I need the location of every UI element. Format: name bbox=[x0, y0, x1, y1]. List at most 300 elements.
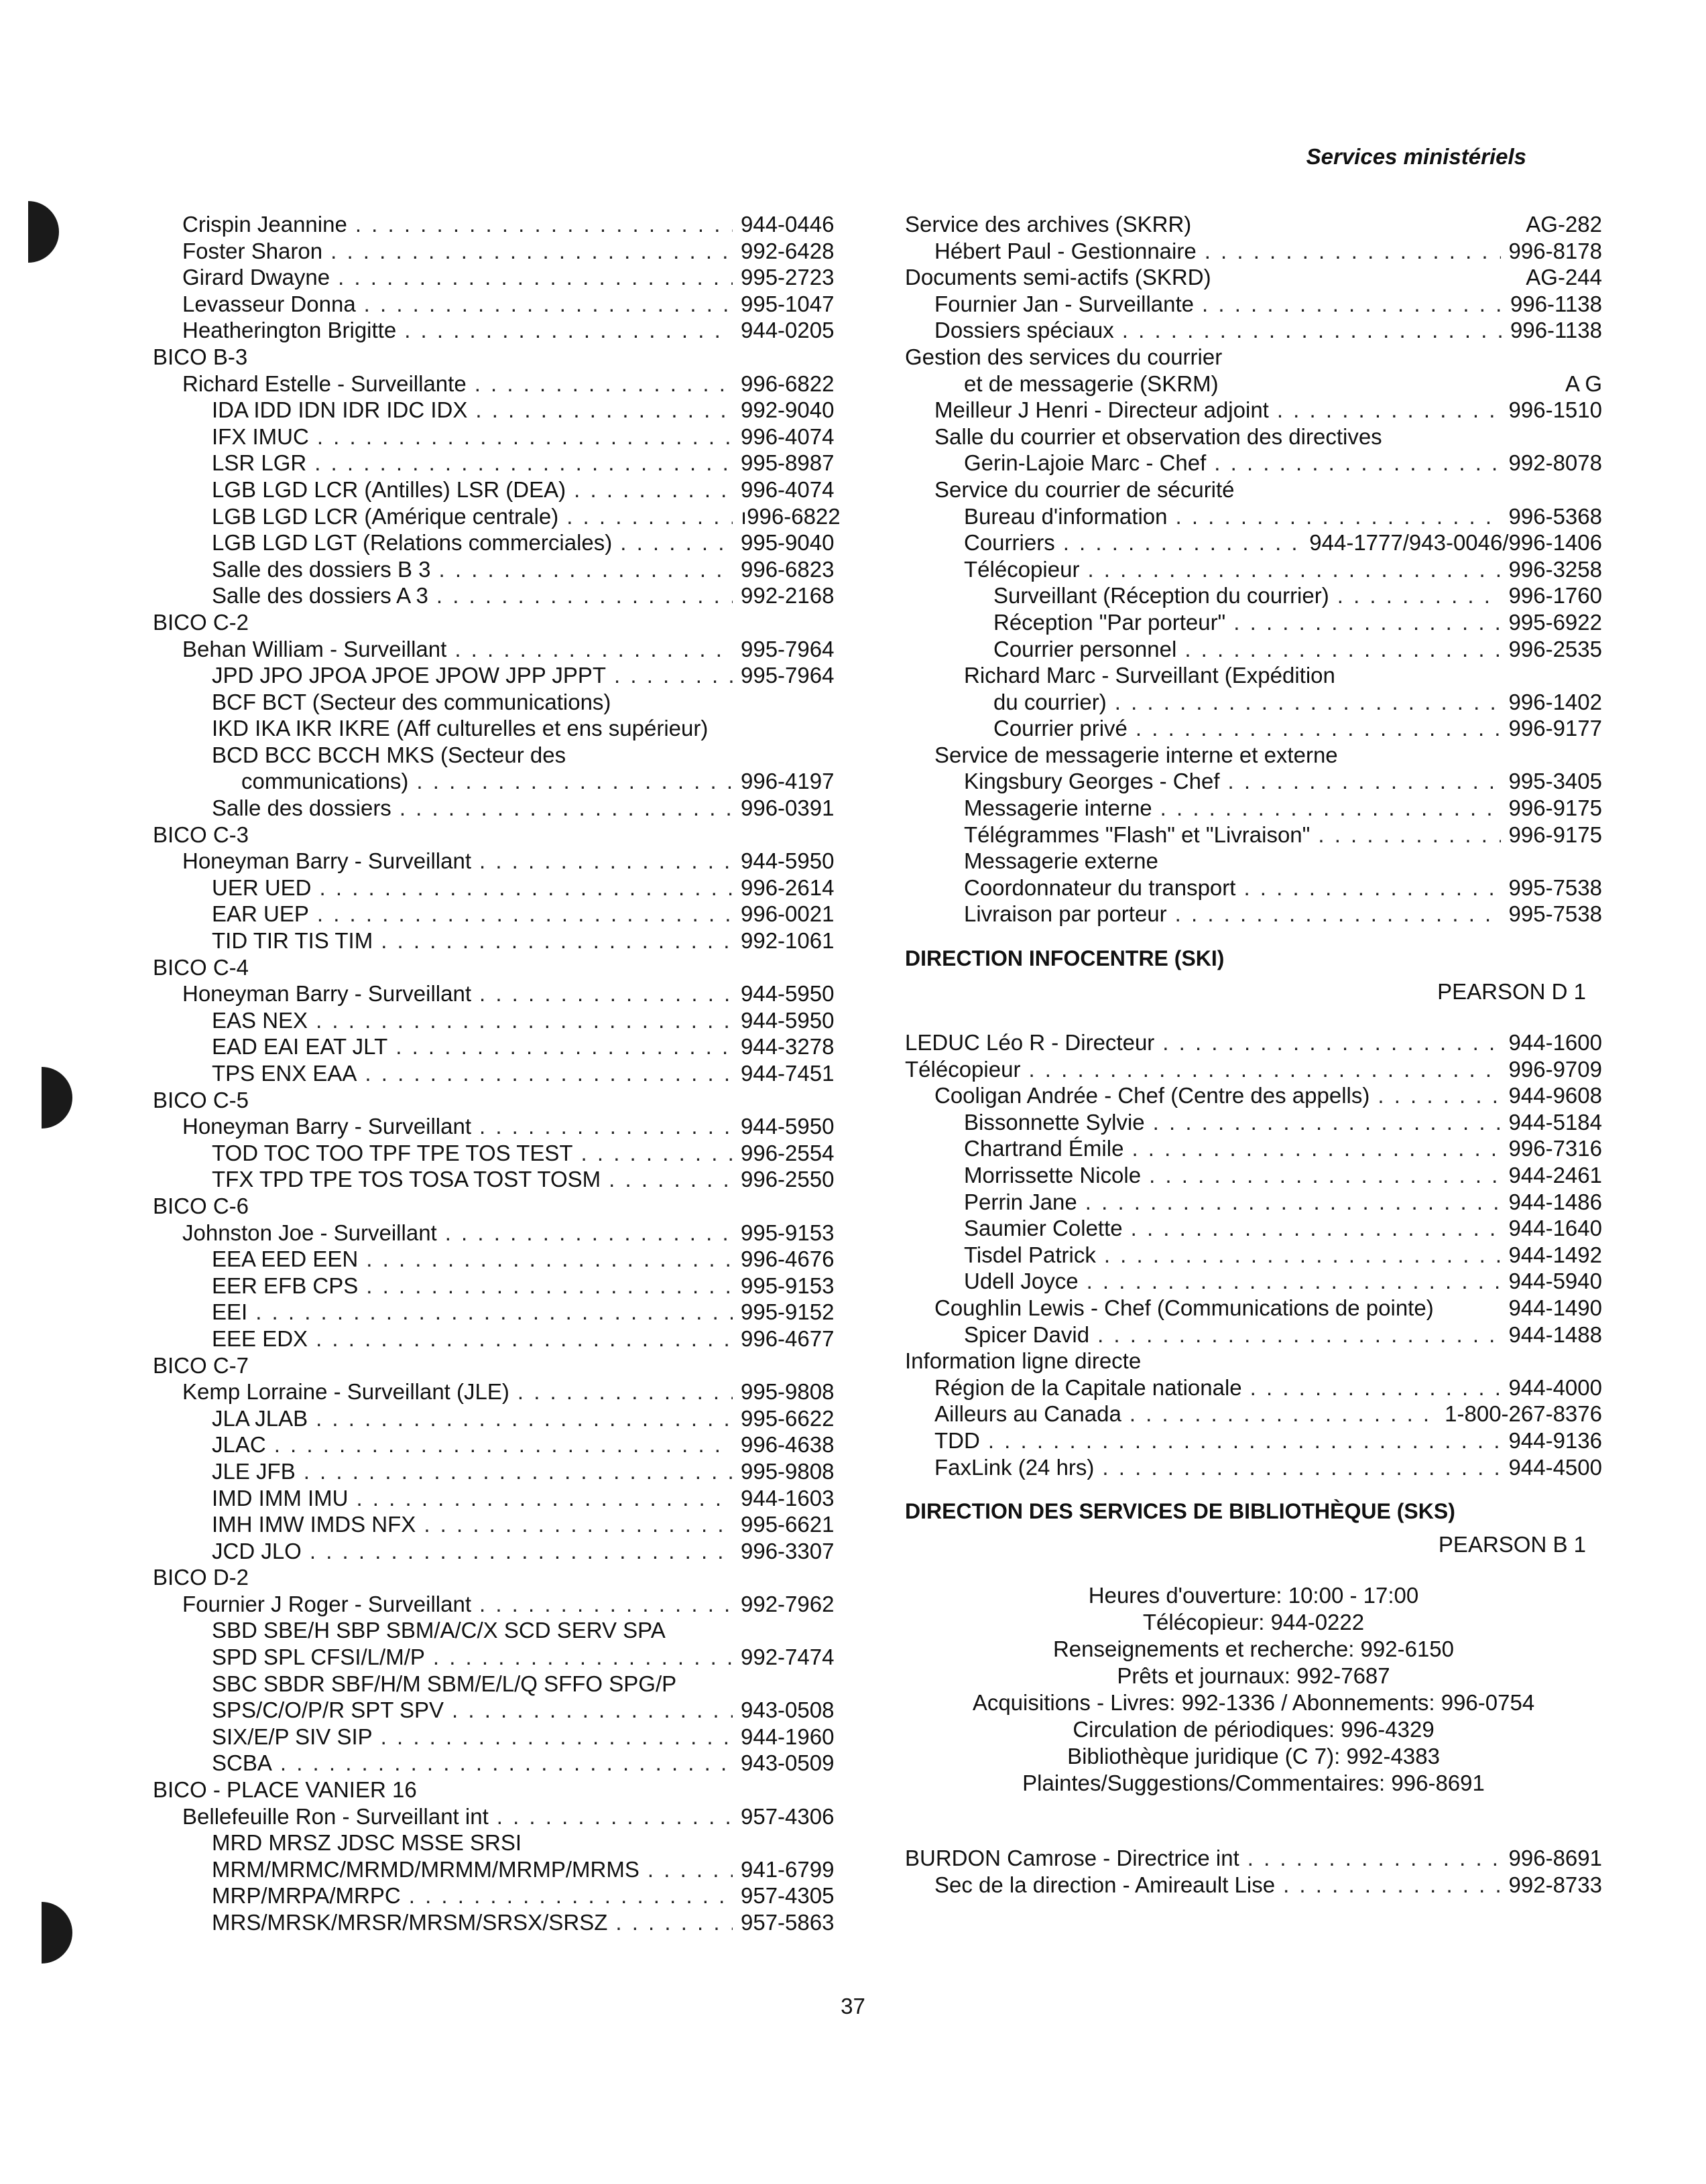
dot-leader bbox=[620, 529, 733, 556]
directory-entry bbox=[905, 689, 1602, 716]
entry-phone: 995-7964 bbox=[741, 663, 835, 688]
dot-leader bbox=[581, 1140, 733, 1167]
dot-leader bbox=[475, 397, 733, 424]
entry-label: Johnston Joe - Surveillant bbox=[182, 1220, 437, 1245]
library-info-line: Télécopieur: 944-0222 bbox=[1142, 1610, 1365, 1635]
directory-entry bbox=[153, 1220, 851, 1246]
entry-label: Foster Sharon bbox=[182, 238, 323, 263]
entry-phone: 996-4197 bbox=[741, 769, 835, 794]
entry-label: BICO C-4 bbox=[153, 954, 249, 980]
directory-entry bbox=[153, 1299, 851, 1326]
dot-leader bbox=[475, 371, 733, 397]
dot-leader bbox=[280, 1750, 733, 1777]
entry-label: Messagerie externe bbox=[964, 848, 1158, 874]
entry-label: LGB LGD LGT (Relations commerciales) bbox=[212, 530, 613, 556]
entry-phone: 995-7538 bbox=[1508, 901, 1602, 927]
entry-label: Meilleur J Henri - Directeur adjoint bbox=[934, 397, 1269, 423]
entry-label: Surveillant (Réception du courrier) bbox=[993, 583, 1329, 608]
entry-label: EEA EED EEN bbox=[212, 1246, 359, 1272]
section-title-bibliotheque: DIRECTION DES SERVICES DE BIBLIOTHÈQUE (SKS) bbox=[905, 1499, 1455, 1524]
dot-leader bbox=[479, 848, 733, 875]
entry-label: Richard Marc - Surveillant (Expédition bbox=[964, 663, 1335, 688]
entry-label: EAD EAI EAT JLT bbox=[212, 1034, 388, 1059]
dot-leader bbox=[479, 1113, 733, 1140]
entry-label: Cooligan Andrée - Chef (Centre des appells) bbox=[934, 1083, 1370, 1108]
entry-label: Hébert Paul - Gestionnaire bbox=[934, 238, 1197, 263]
directory-entry bbox=[153, 503, 851, 530]
entry-label: LEDUC Léo R - Directeur bbox=[905, 1030, 1155, 1055]
entry-label: EAR UEP bbox=[212, 901, 309, 927]
entry-phone: 996-0391 bbox=[741, 795, 835, 821]
entry-phone: 995-8987 bbox=[741, 450, 835, 476]
dot-leader bbox=[366, 1246, 733, 1273]
directory-entry bbox=[153, 1405, 851, 1432]
directory-entry bbox=[905, 875, 1602, 901]
library-info-line: Acquisitions - Livres: 992-1336 / Abonnements: 996-0754 bbox=[972, 1690, 1535, 1716]
entry-label: Levasseur Donna bbox=[182, 291, 356, 316]
entry-label: Courrier personnel bbox=[993, 636, 1177, 661]
dot-leader bbox=[1122, 317, 1502, 344]
entry-label: communications) bbox=[241, 769, 409, 794]
directory-entry bbox=[153, 476, 851, 503]
entry-phone: 996-6822 bbox=[741, 371, 835, 396]
dot-leader bbox=[365, 1060, 733, 1087]
dot-leader bbox=[445, 1220, 733, 1246]
directory-entry bbox=[153, 1750, 851, 1777]
entry-phone: 995-9153 bbox=[741, 1273, 835, 1298]
entry-label: FaxLink (24 hrs) bbox=[934, 1454, 1095, 1480]
entry-label: Courrier privé bbox=[993, 716, 1128, 741]
dot-leader bbox=[1175, 901, 1501, 927]
directory-entry bbox=[153, 768, 851, 795]
entry-label: Udell Joyce bbox=[964, 1269, 1079, 1294]
directory-entry bbox=[153, 927, 851, 954]
entry-label: UER UED bbox=[212, 875, 312, 900]
directory-entry bbox=[153, 1803, 851, 1830]
entry-label: SPS/C/O/P/R SPT SPV bbox=[212, 1697, 444, 1723]
dot-leader bbox=[609, 1166, 733, 1193]
directory-entry bbox=[153, 264, 851, 291]
dot-leader bbox=[1153, 1109, 1501, 1136]
dot-leader bbox=[355, 211, 733, 238]
entry-phone: 992-8733 bbox=[1508, 1872, 1602, 1897]
entry-phone: 995-2723 bbox=[741, 265, 835, 290]
dot-leader bbox=[1214, 450, 1500, 476]
dot-leader bbox=[1087, 556, 1500, 583]
entry-label: IMH IMW IMDS NFX bbox=[212, 1512, 416, 1537]
dot-leader bbox=[1175, 503, 1500, 530]
entry-label: Salle des dossiers B 3 bbox=[212, 556, 431, 582]
section-title-infocentre: DIRECTION INFOCENTRE (SKI) bbox=[905, 946, 1225, 971]
directory-entry bbox=[153, 1193, 851, 1220]
entry-label: TOD TOC TOO TPF TPE TOS TEST bbox=[212, 1140, 573, 1165]
entry-phone: 944-5950 bbox=[741, 1007, 835, 1033]
directory-entry bbox=[905, 397, 1602, 424]
directory-entry bbox=[905, 1082, 1602, 1109]
entry-phone: 944-5940 bbox=[1508, 1269, 1602, 1294]
entry-label: Télécopieur bbox=[964, 556, 1080, 582]
dot-leader bbox=[330, 238, 733, 265]
entry-label: Bureau d'information bbox=[964, 503, 1168, 529]
directory-entry bbox=[153, 1777, 851, 1803]
entry-label: Service de messagerie interne et externe bbox=[934, 742, 1338, 767]
dot-leader bbox=[1243, 875, 1500, 901]
directory-entry bbox=[153, 848, 851, 875]
dot-leader bbox=[1277, 397, 1501, 424]
entry-label: LSR LGR bbox=[212, 450, 307, 476]
dot-leader bbox=[316, 1007, 733, 1034]
directory-entry bbox=[153, 1617, 851, 1644]
dot-leader bbox=[1085, 1189, 1501, 1216]
directory-entry bbox=[905, 662, 1602, 689]
entry-label: Bellefeuille Ron - Surveillant int bbox=[182, 1803, 489, 1829]
entry-label: Honeyman Barry - Surveillant bbox=[182, 848, 471, 874]
entry-label: Ailleurs au Canada bbox=[934, 1401, 1121, 1427]
entry-label: Salle des dossiers A 3 bbox=[212, 583, 428, 608]
dot-leader bbox=[433, 1644, 733, 1671]
entry-phone: 996-0021 bbox=[741, 901, 835, 927]
entry-phone: 995-3405 bbox=[1508, 769, 1602, 794]
dot-leader bbox=[648, 1856, 733, 1883]
entry-phone: 944-0205 bbox=[741, 318, 835, 343]
dot-leader bbox=[1130, 1401, 1437, 1427]
entry-label: Spicer David bbox=[964, 1322, 1090, 1347]
directory-entry bbox=[905, 317, 1602, 344]
directory-entry bbox=[153, 1326, 851, 1352]
entry-label: Courriers bbox=[964, 530, 1055, 556]
dot-leader bbox=[1318, 822, 1500, 848]
directory-entry bbox=[153, 1829, 851, 1856]
entry-label: Service des archives (SKRR) bbox=[905, 212, 1192, 237]
directory-entry bbox=[905, 609, 1602, 636]
entry-phone: 996-7316 bbox=[1508, 1136, 1602, 1161]
directory-entry bbox=[905, 503, 1602, 530]
directory-entry bbox=[153, 1352, 851, 1379]
directory-entry bbox=[153, 1724, 851, 1750]
directory-entry bbox=[905, 291, 1602, 318]
directory-entry bbox=[153, 795, 851, 822]
dot-leader bbox=[614, 662, 733, 689]
entry-phone: 996-4074 bbox=[741, 424, 835, 449]
entry-phone: 943-0509 bbox=[741, 1750, 835, 1776]
library-info-line: Plaintes/Suggestions/Commentaires: 996-8691 bbox=[1022, 1771, 1485, 1796]
entry-label: IFX IMUC bbox=[212, 424, 309, 449]
entry-label: EER EFB CPS bbox=[212, 1273, 359, 1298]
entry-label: Bissonnette Sylvie bbox=[964, 1109, 1145, 1135]
dot-leader bbox=[409, 1882, 733, 1909]
entry-label: TFX TPD TPE TOS TOSA TOST TOSM bbox=[212, 1167, 601, 1192]
directory-entry bbox=[153, 1856, 851, 1883]
entry-phone: 944-1603 bbox=[741, 1485, 835, 1511]
entry-phone: 996-2554 bbox=[741, 1140, 835, 1165]
dot-leader bbox=[424, 1511, 733, 1538]
right-column bbox=[905, 211, 1602, 1898]
dot-leader bbox=[1202, 291, 1502, 318]
directory-entry bbox=[153, 715, 851, 742]
page-number: 37 bbox=[841, 1994, 865, 2018]
dot-leader bbox=[395, 1033, 733, 1060]
entry-phone: 996-2614 bbox=[741, 875, 835, 900]
dot-leader bbox=[416, 768, 733, 795]
entry-label: Réception "Par porteur" bbox=[993, 609, 1226, 635]
entry-phone: 941-6799 bbox=[741, 1856, 835, 1882]
binder-hole-bottom bbox=[42, 1902, 72, 1964]
dot-leader bbox=[1205, 238, 1501, 265]
library-listing bbox=[905, 1845, 1602, 1898]
entry-label: Documents semi-actifs (SKRD) bbox=[905, 265, 1211, 290]
binder-hole-middle bbox=[42, 1067, 72, 1129]
directory-entry bbox=[905, 795, 1602, 822]
entry-phone: 996-1510 bbox=[1508, 397, 1602, 423]
directory-entry bbox=[905, 1374, 1602, 1401]
library-info-line: Bibliothèque juridique (C 7): 992-4383 bbox=[1067, 1744, 1440, 1769]
directory-entry bbox=[905, 238, 1602, 265]
directory-entry bbox=[905, 1401, 1602, 1427]
dot-leader bbox=[1102, 1454, 1500, 1481]
entry-phone: AG-282 bbox=[1526, 212, 1602, 237]
dot-leader bbox=[1283, 1872, 1500, 1899]
directory-entry bbox=[905, 1454, 1602, 1481]
dot-leader bbox=[274, 1431, 733, 1458]
dot-leader bbox=[304, 1458, 733, 1485]
directory-entry bbox=[905, 715, 1602, 742]
entry-phone: 996-1760 bbox=[1508, 583, 1602, 608]
entry-label: Honeyman Barry - Surveillant bbox=[182, 1114, 471, 1139]
entry-phone: 957-4305 bbox=[741, 1883, 835, 1909]
entry-label: JPD JPO JPOA JPOE JPOW JPP JPPT bbox=[212, 663, 607, 688]
directory-entry bbox=[153, 529, 851, 556]
entry-label: Région de la Capitale nationale bbox=[934, 1374, 1242, 1400]
entry-phone: 992-6428 bbox=[741, 238, 835, 263]
entry-label: Salle du courrier et observation des directives bbox=[934, 424, 1382, 449]
dot-leader bbox=[1184, 636, 1500, 663]
dot-leader bbox=[452, 1697, 733, 1724]
directory-entry bbox=[153, 1273, 851, 1299]
directory-entry bbox=[905, 822, 1602, 848]
entry-phone: 996-8178 bbox=[1508, 238, 1602, 263]
directory-entry bbox=[153, 1671, 851, 1697]
entry-label: TID TIR TIS TIM bbox=[212, 928, 373, 954]
entry-label: Gerin-Lajoie Marc - Chef bbox=[964, 450, 1207, 476]
dot-leader bbox=[574, 476, 733, 503]
directory-entry bbox=[153, 556, 851, 583]
directory-entry bbox=[905, 1189, 1602, 1216]
directory-entry bbox=[905, 1162, 1602, 1189]
directory-entry bbox=[153, 1564, 851, 1591]
entry-label: Salle des dossiers bbox=[212, 795, 391, 821]
entry-label: SBC SBDR SBF/H/M SBM/E/L/Q SFFO SPG/P bbox=[212, 1671, 677, 1696]
entry-phone: 995-9808 bbox=[741, 1379, 835, 1405]
entry-label: Perrin Jane bbox=[964, 1189, 1077, 1214]
section-building-bibliotheque: PEARSON B 1 bbox=[1438, 1532, 1586, 1557]
directory-entry bbox=[905, 1056, 1602, 1083]
dot-leader bbox=[479, 980, 733, 1007]
entry-phone: 996-1138 bbox=[1510, 291, 1602, 316]
directory-entry bbox=[153, 1246, 851, 1273]
directory-entry bbox=[905, 742, 1602, 769]
entry-label: BICO - PLACE VANIER 16 bbox=[153, 1777, 417, 1803]
entry-phone: 995-9152 bbox=[741, 1299, 835, 1325]
library-info-block bbox=[905, 1582, 1602, 1797]
entry-label: Kingsbury Georges - Chef bbox=[964, 769, 1220, 794]
entry-phone: 996-2535 bbox=[1508, 636, 1602, 661]
entry-label: BCD BCC BCCH MKS (Secteur des bbox=[212, 742, 566, 767]
entry-label: BICO C-2 bbox=[153, 609, 249, 635]
infocentre-listing bbox=[905, 1029, 1602, 1480]
dot-leader bbox=[1063, 529, 1302, 556]
entry-label: Fournier Jan - Surveillante bbox=[934, 291, 1195, 316]
entry-phone: 996-9177 bbox=[1508, 716, 1602, 741]
directory-entry bbox=[153, 1882, 851, 1909]
entry-phone: 944-1777/943-0046/996-1406 bbox=[1309, 530, 1602, 556]
directory-entry bbox=[905, 371, 1602, 397]
directory-entry bbox=[905, 211, 1602, 238]
directory-entry bbox=[153, 1511, 851, 1538]
entry-label: BICO C-5 bbox=[153, 1087, 249, 1112]
entry-phone: 944-1486 bbox=[1508, 1189, 1602, 1214]
entry-phone: 996-1138 bbox=[1510, 318, 1602, 343]
entry-label: Coughlin Lewis - Chef (Communications de pointe) bbox=[934, 1295, 1434, 1320]
dot-leader bbox=[439, 556, 733, 583]
library-info-line: Prêts et journaux: 992-7687 bbox=[1117, 1663, 1390, 1689]
entry-label: TDD bbox=[934, 1427, 980, 1453]
entry-phone: 995-1047 bbox=[741, 291, 835, 316]
library-info-line: Heures d'ouverture: 10:00 - 17:00 bbox=[1088, 1583, 1419, 1608]
entry-label: MRD MRSZ JDSC MSSE SRSI bbox=[212, 1830, 522, 1856]
directory-entry bbox=[905, 1215, 1602, 1242]
entry-phone: 944-9608 bbox=[1508, 1083, 1602, 1108]
entry-label: Tisdel Patrick bbox=[964, 1242, 1096, 1267]
left-column bbox=[153, 211, 851, 1936]
dot-leader bbox=[310, 1538, 733, 1565]
library-info-line: Circulation de périodiques: 996-4329 bbox=[1073, 1717, 1435, 1742]
directory-entry bbox=[153, 875, 851, 901]
entry-phone: 957-4306 bbox=[741, 1803, 835, 1829]
entry-phone: 992-7962 bbox=[741, 1591, 835, 1616]
directory-entry bbox=[153, 397, 851, 424]
entry-label: et de messagerie (SKRM) bbox=[964, 371, 1219, 396]
entry-phone: 944-1490 bbox=[1508, 1295, 1602, 1320]
directory-entry bbox=[153, 742, 851, 769]
entry-phone: ı996-6822 bbox=[741, 503, 841, 529]
entry-phone: 944-3278 bbox=[741, 1034, 835, 1059]
directory-entry bbox=[905, 1295, 1602, 1322]
entry-phone: 995-7538 bbox=[1508, 875, 1602, 900]
entry-label: SCBA bbox=[212, 1750, 272, 1776]
entry-phone: 996-9175 bbox=[1508, 795, 1602, 821]
entry-label: BCF BCT (Secteur des communications) bbox=[212, 689, 611, 714]
directory-entry bbox=[153, 582, 851, 609]
spacer bbox=[905, 1821, 1602, 1845]
directory-entry bbox=[153, 636, 851, 663]
directory-entry bbox=[153, 662, 851, 689]
dot-leader bbox=[1378, 1082, 1500, 1109]
dot-leader bbox=[364, 291, 733, 318]
entry-label: Service du courrier de sécurité bbox=[934, 476, 1235, 502]
spacer bbox=[905, 1797, 1602, 1821]
dot-leader bbox=[1028, 1056, 1500, 1083]
directory-entry bbox=[905, 582, 1602, 609]
entry-phone: 995-9040 bbox=[741, 530, 835, 556]
directory-entry bbox=[905, 529, 1602, 556]
mail-services-listing bbox=[905, 211, 1602, 927]
directory-entry bbox=[153, 238, 851, 265]
entry-phone: 996-3307 bbox=[741, 1538, 835, 1563]
directory-entry bbox=[905, 1322, 1602, 1348]
dot-leader bbox=[517, 1378, 733, 1405]
entry-phone: 944-1640 bbox=[1508, 1216, 1602, 1241]
entry-phone: 957-5863 bbox=[741, 1910, 835, 1935]
entry-label: Richard Estelle - Surveillante bbox=[182, 371, 467, 396]
entry-label: Coordonnateur du transport bbox=[964, 875, 1236, 900]
dot-leader bbox=[400, 795, 733, 822]
directory-entry bbox=[153, 901, 851, 927]
entry-label: BURDON Camrose - Directrice int bbox=[905, 1846, 1239, 1871]
directory-entry bbox=[153, 1060, 851, 1087]
directory-entry bbox=[905, 1135, 1602, 1162]
dot-leader bbox=[1233, 609, 1500, 636]
entry-phone: 944-1960 bbox=[741, 1724, 835, 1749]
entry-phone: 995-7964 bbox=[741, 636, 835, 661]
dot-leader bbox=[317, 424, 733, 450]
entry-phone: 944-4500 bbox=[1508, 1454, 1602, 1480]
entry-label: Saumier Colette bbox=[964, 1216, 1123, 1241]
entry-label: Dossiers spéciaux bbox=[934, 318, 1114, 343]
entry-phone: 944-2461 bbox=[1508, 1163, 1602, 1187]
dot-leader bbox=[381, 927, 733, 954]
entry-label: Messagerie interne bbox=[964, 795, 1152, 821]
directory-entry bbox=[905, 1109, 1602, 1136]
entry-label: BICO D-2 bbox=[153, 1565, 249, 1590]
directory-entry bbox=[153, 1087, 851, 1114]
page-header: Services ministériels bbox=[1306, 144, 1526, 169]
directory-entry bbox=[905, 1268, 1602, 1295]
entry-label: IKD IKA IKR IKRE (Aff culturelles et ens supérieur) bbox=[212, 716, 709, 741]
dot-leader bbox=[1250, 1374, 1501, 1401]
entry-phone: 944-1488 bbox=[1508, 1322, 1602, 1347]
entry-label: EAS NEX bbox=[212, 1007, 308, 1033]
entry-label: Fournier J Roger - Surveillant bbox=[182, 1591, 471, 1616]
directory-entry bbox=[905, 344, 1602, 371]
library-info-line: Renseignements et recherche: 992-6150 bbox=[1052, 1636, 1455, 1662]
directory-entry bbox=[153, 980, 851, 1007]
directory-entry bbox=[905, 1845, 1602, 1872]
directory-entry bbox=[905, 1029, 1602, 1056]
section-building-infocentre: PEARSON D 1 bbox=[1437, 979, 1586, 1005]
entry-phone: 944-5950 bbox=[741, 1114, 835, 1139]
dot-leader bbox=[366, 1273, 733, 1299]
entry-phone: 992-8078 bbox=[1508, 450, 1602, 476]
entry-label: EEE EDX bbox=[212, 1326, 308, 1351]
entry-phone: 996-2550 bbox=[741, 1167, 835, 1192]
directory-entry bbox=[905, 1872, 1602, 1899]
entry-label: Morrissette Nicole bbox=[964, 1163, 1142, 1187]
entry-label: JLE JFB bbox=[212, 1458, 296, 1484]
directory-entry bbox=[905, 1242, 1602, 1269]
entry-phone: 992-2168 bbox=[741, 583, 835, 608]
entry-phone: 943-0508 bbox=[741, 1697, 835, 1723]
entry-label: SIX/E/P SIV SIP bbox=[212, 1724, 373, 1749]
dot-leader bbox=[615, 1909, 733, 1936]
dot-leader bbox=[404, 317, 733, 344]
directory-entry bbox=[905, 636, 1602, 663]
directory-entry bbox=[153, 317, 851, 344]
entry-label: Chartrand Émile bbox=[964, 1136, 1124, 1161]
entry-label: Télégrammes "Flash" et "Livraison" bbox=[964, 822, 1311, 847]
entry-label: IDA IDD IDN IDR IDC IDX bbox=[212, 397, 468, 423]
entry-phone: 995-6622 bbox=[741, 1405, 835, 1431]
entry-phone: A G bbox=[1565, 371, 1602, 396]
